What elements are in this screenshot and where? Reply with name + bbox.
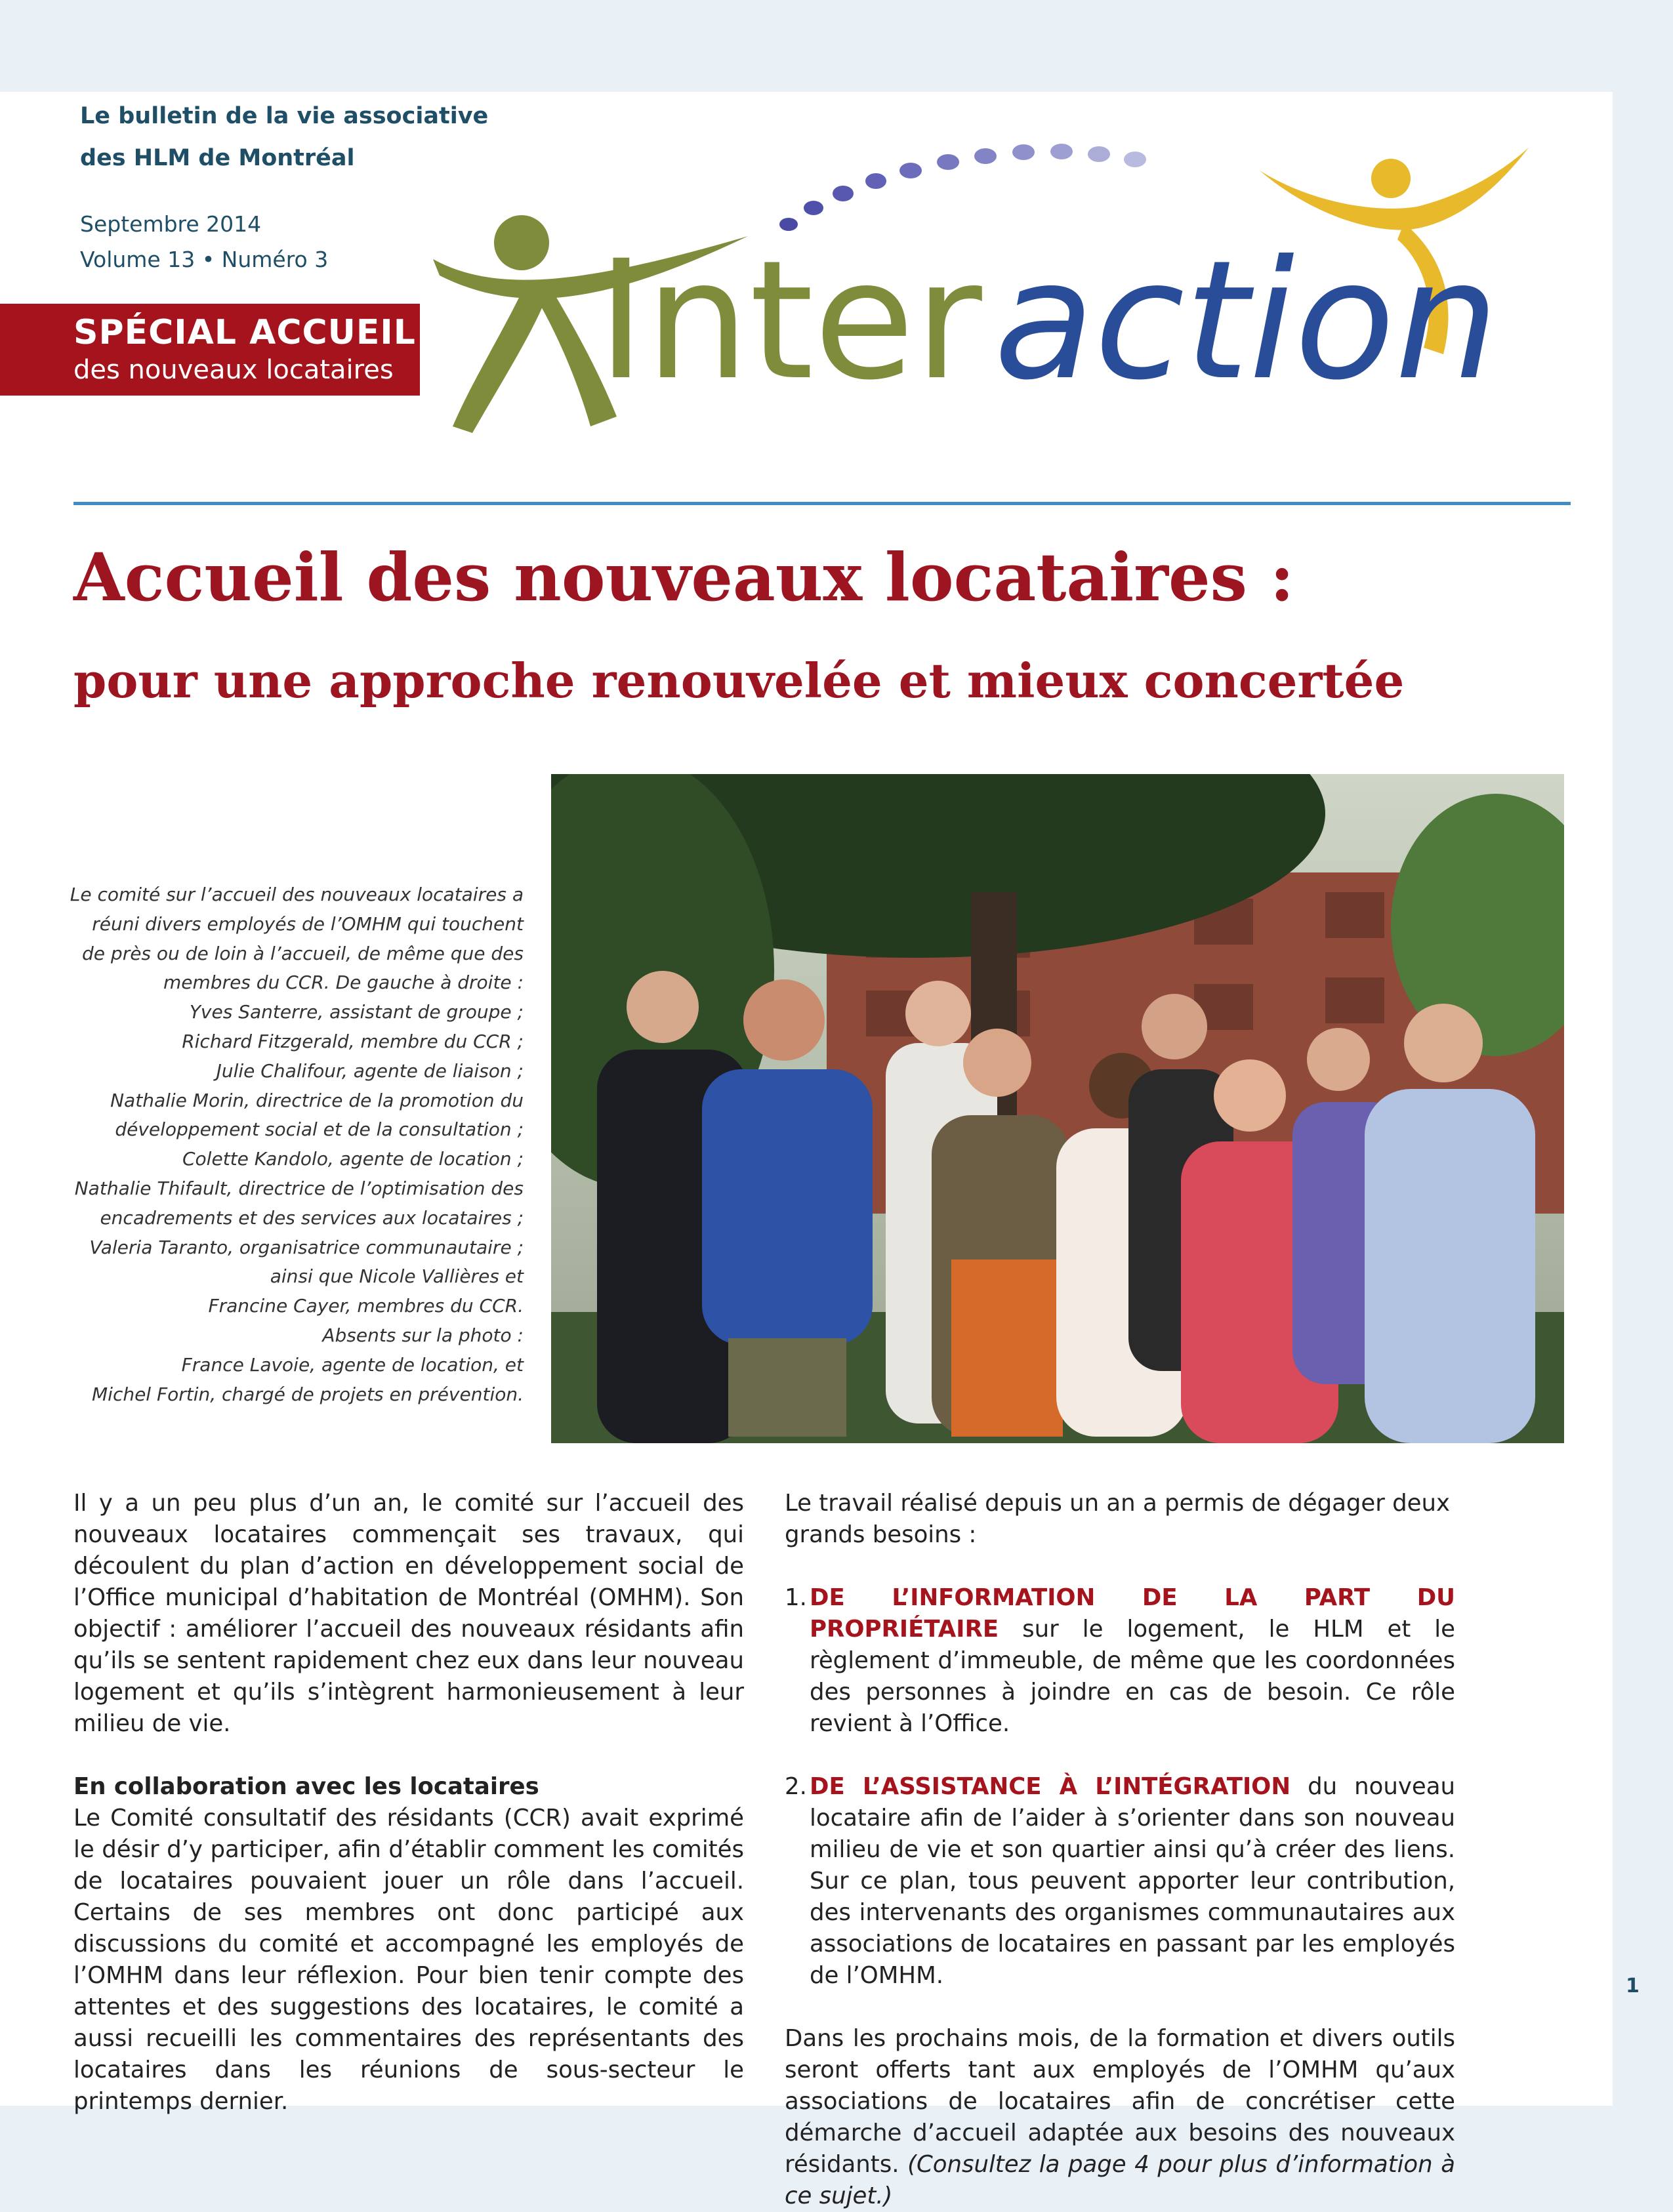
special-section-banner [0, 304, 420, 396]
list-number: 1. [785, 1584, 807, 1611]
issue-volume: Volume 13 • Numéro 3 [80, 247, 329, 272]
article-title: Accueil des nouveaux locataires : [73, 539, 1294, 616]
section-subhead: En collaboration avec les locataires [73, 1773, 539, 1800]
list-item [785, 1582, 1455, 1740]
article-column-left [73, 1488, 744, 2118]
need-2-text: du nouveau locataire afin de l’aider à s’orienter dans son nouveau milieu de vie et son quartier ainsi qu’à créer des liens. Sur ce plan, tous peuvent apporter leur contribution, des intervenants des organismes communautaires aux associations de locataires en passant par les employés de l’OMHM. [810, 1773, 1455, 1989]
closing-paragraph: Dans les prochains mois, de la formation et divers outils seront offerts tant aux employés de l’OMHM qu’aux associations de locataires afin de concrétiser cette démarche d’accueil adaptée aux besoins des nouveaux résidants. (Consultez la page 4 pour plus d’information à ce sujet.) [785, 2025, 1455, 2209]
intro-paragraph: Il y a un peu plus d’un an, le comité sur l’accueil des nouveaux locataires commençait ses travaux, qui découlent du plan d’action en développement social de l’Office municipal d’habitation de Montréal (OMHM). Son objectif : améliorer l’accueil des nouveaux résidants afin qu’ils se sentent rapidement chez eux dans leur nouveau logement et qu’ils s’intègrent harmonieusement à leur milieu de vie. [73, 1490, 744, 1737]
newsletter-tagline: Le bulletin de la vie associative des HLM de Montréal [80, 103, 489, 171]
issue-date: Septembre 2014 [80, 211, 262, 237]
page-number: 1 [1626, 1975, 1640, 1997]
need-1-highlight: DE L’INFORMATION DE LA PART DU PROPRIÉTAIRE [810, 1584, 1455, 1643]
interaction-logo [420, 118, 1548, 485]
photo-caption: Le comité sur l’accueil des nouveaux locataires a réuni divers employés de l’OMHM qui touchent de près ou de loin à l’accueil, de même que des membres du CCR. De gauche à droite : Yves Santerre, assistant de groupe ; Richard Fitzgerald, membre du CCR ; Julie Chalifour, agente de liaison ; Nathalie Morin, directrice de la promotion du développement social et de la consultation ; Colette Kandolo, agente de location ; Nathalie Thifault, directrice de l’optimisation des encadrements et des services aux locataires ; Valeria Taranto, organisatrice communautaire ; ainsi que Nicole Vallières et Francine Cayer, membres du CCR. Absents sur la photo : France Lavoie, agente de location, et Michel Fortin, chargé de projets en prévention. [70, 884, 524, 1405]
need-2-highlight: DE L’ASSISTANCE À L’INTÉGRATION [810, 1773, 1291, 1800]
header-divider [73, 502, 1571, 505]
issue-info [80, 207, 328, 277]
list-item [785, 1771, 1455, 1992]
needs-intro: Le travail réalisé depuis un an a permis de dégager deux grands besoins : [785, 1490, 1451, 1548]
list-number: 2. [785, 1773, 807, 1800]
logo-wordmark-part2: action [994, 225, 1499, 416]
page-reference: (Consultez la page 4 pour plus d’information à ce sujet.) [785, 2151, 1455, 2209]
need-1-text: sur le logement, le HLM et le règlement d’immeuble, de même que les coordonnées des personnes à joindre en cas de besoin. Ce rôle revient à l’Office. [810, 1616, 1455, 1737]
logo-dots [779, 144, 1146, 231]
special-title: SPÉCIAL ACCUEIL [73, 313, 416, 352]
special-subtitle: des nouveaux locataires [73, 355, 394, 385]
logo-wordmark-part1: Inter [597, 225, 982, 416]
article-subtitle: pour une approche renouvelée et mieux concertée [73, 653, 1405, 708]
article-column-right [785, 1488, 1455, 2212]
group-photo [551, 774, 1564, 1443]
collaboration-paragraph: Le Comité consultatif des résidants (CCR) avait exprimé le désir d’y participer, afin d’établir comment les comités de locataires pouvaient jouer un rôle dans l’accueil. Certains de ses membres ont donc participé aux discussions du comité et accompagné les employés de l’OMHM dans leur réflexion. Pour bien tenir compte des attentes et des suggestions des locataires, le comité a aussi recueilli les commentaires des représentants des locataires dans les réunions de sous-secteur le printemps dernier. [73, 1805, 744, 2115]
